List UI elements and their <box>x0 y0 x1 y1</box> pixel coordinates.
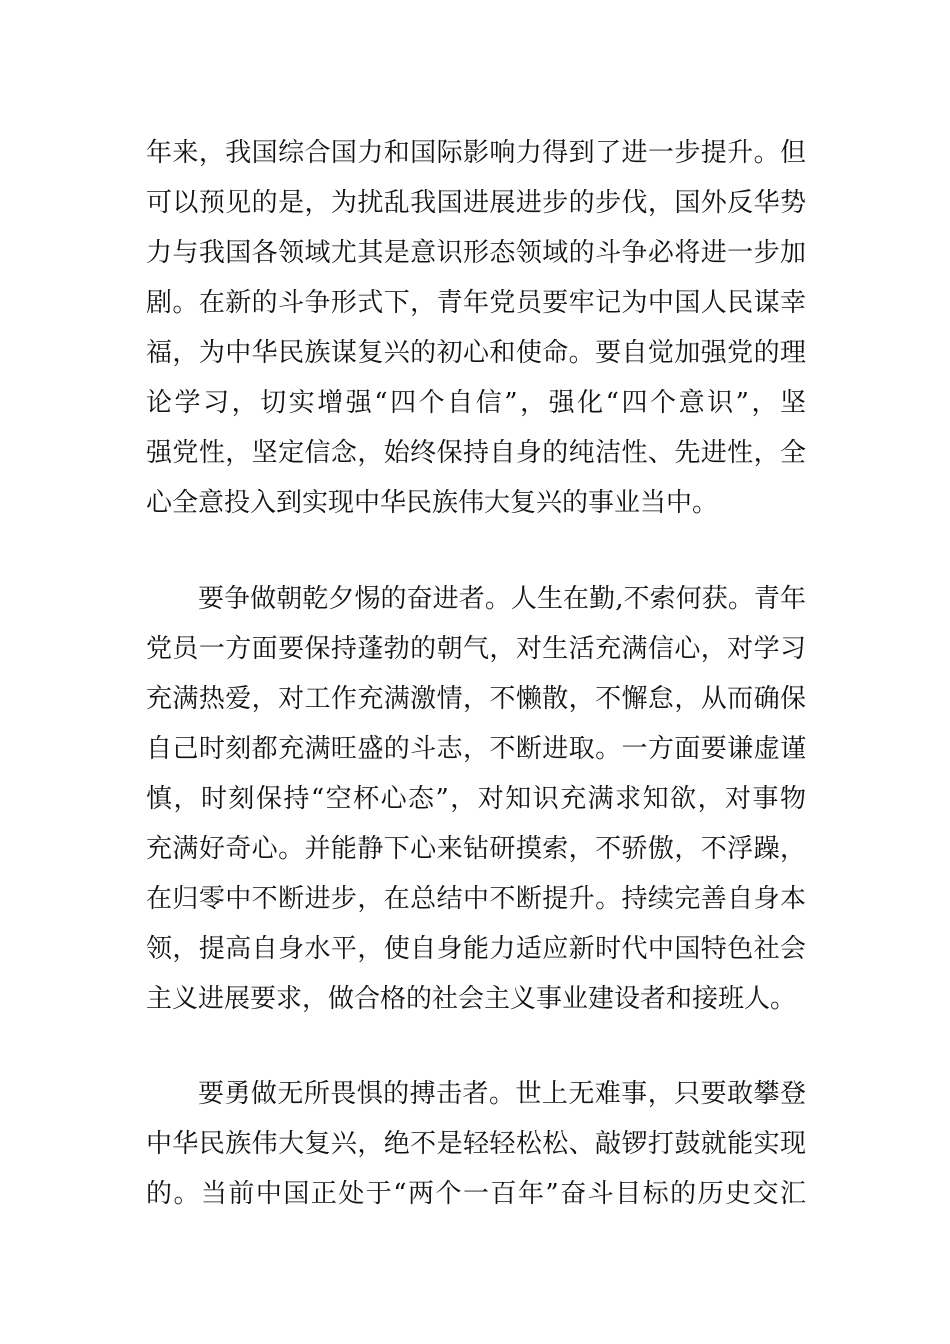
text-line: 强党性，坚定信念，始终保持自身的纯洁性、先进性，全 <box>146 438 806 468</box>
text-line: 年来，我国综合国力和国际影响力得到了进一步提升。但 <box>146 138 806 168</box>
text-line: 心全意投入到实现中华民族伟大复兴的事业当中。 <box>146 488 719 518</box>
text-line: 中华民族伟大复兴，绝不是轻轻松松、敲锣打鼓就能实现 <box>146 1129 806 1159</box>
paragraph-3 <box>146 1069 806 1219</box>
text-line: 党员一方面要保持蓬勃的朝气，对生活充满信心，对学习 <box>146 634 806 664</box>
text-line: 福，为中华民族谋复兴的初心和使命。要自觉加强党的理 <box>146 338 806 368</box>
text-line: 自己时刻都充满旺盛的斗志，不断进取。一方面要谦虚谨 <box>146 734 806 764</box>
text-line: 的。当前中国正处于“两个一百年”奋斗目标的历史交汇 <box>146 1179 806 1209</box>
paragraph-2 <box>146 574 806 1024</box>
text-line: 在归零中不断进步，在总结中不断提升。持续完善自身本 <box>146 884 806 914</box>
text-line: 要勇做无所畏惧的搏击者。世上无难事，只要敢攀登 <box>198 1079 806 1109</box>
text-line: 充满好奇心。并能静下心来钻研摸索，不骄傲，不浮躁， <box>146 834 806 864</box>
text-line: 要争做朝乾夕惕的奋进者。人生在勤,不索何获。青年 <box>198 584 806 614</box>
text-line: 慎，时刻保持“空杯心态”，对知识充满求知欲，对事物 <box>146 784 806 814</box>
text-line: 领，提高自身水平，使自身能力适应新时代中国特色社会 <box>146 934 806 964</box>
text-line: 可以预见的是，为扰乱我国进展进步的步伐，国外反华势 <box>146 188 806 218</box>
paragraph-1 <box>146 128 806 528</box>
text-line: 充满热爱，对工作充满激情，不懒散，不懈怠，从而确保 <box>146 684 806 714</box>
text-line: 论学习，切实增强“四个自信”，强化“四个意识”，坚 <box>146 388 806 418</box>
text-line: 主义进展要求，做合格的社会主义事业建设者和接班人。 <box>146 984 797 1014</box>
text-line: 剧。在新的斗争形式下，青年党员要牢记为中国人民谋幸 <box>146 288 806 318</box>
text-line: 力与我国各领域尤其是意识形态领域的斗争必将进一步加 <box>146 238 806 268</box>
